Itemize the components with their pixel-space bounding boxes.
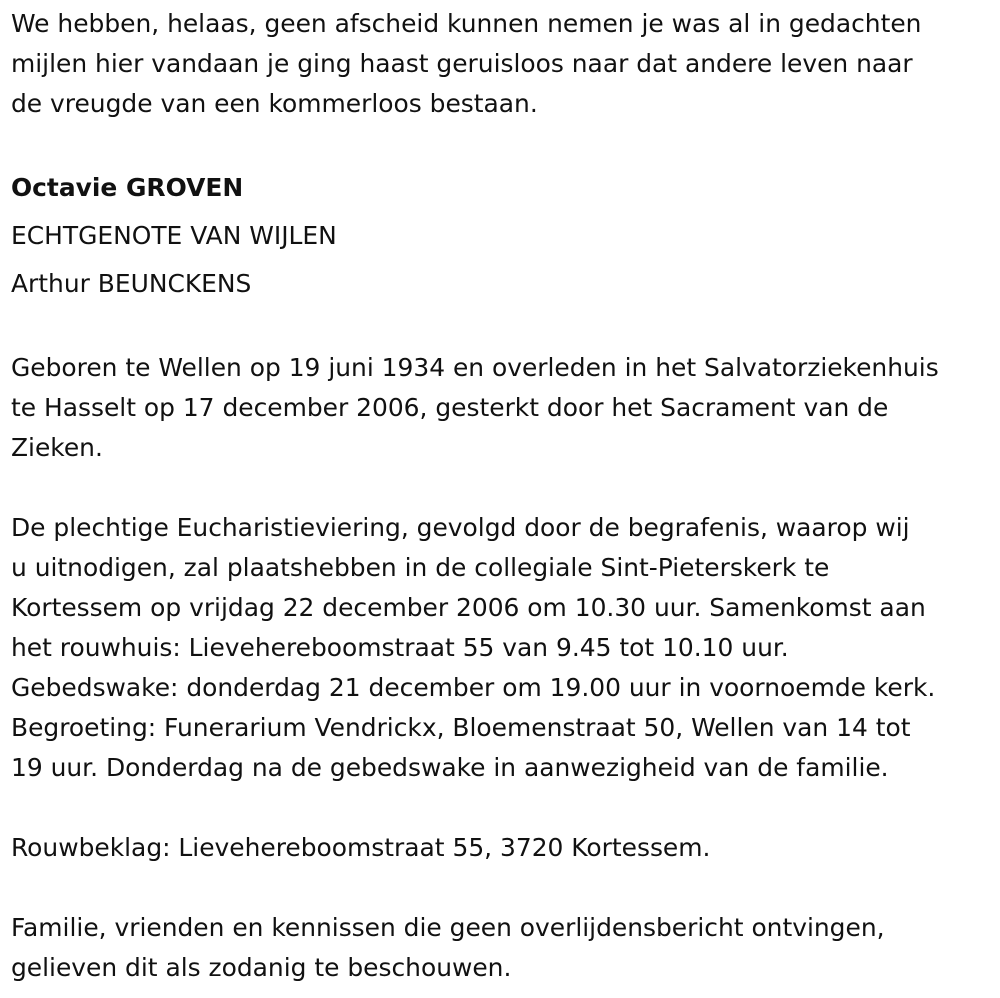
ceremony-line-7: 19 uur. Donderdag na de gebedswake in aanwezigheid van de familie.	[11, 753, 889, 782]
poem-line-1: We hebben, helaas, geen afscheid kunnen nemen je was al in gedachten	[11, 9, 922, 38]
ceremony-line-6: Begroeting: Funerarium Vendrickx, Bloemenstraat 50, Wellen van 14 tot	[11, 713, 911, 742]
obituary-document	[11, 4, 996, 988]
ceremony-line-4: het rouwhuis: Lievehereboomstraat 55 van 9.45 tot 10.10 uur.	[11, 633, 789, 662]
poem-line-3: de vreugde van een kommerloos bestaan.	[11, 89, 538, 118]
ceremony-section	[11, 508, 996, 788]
closing-section	[11, 908, 996, 988]
ceremony-line-1: De plechtige Eucharistieviering, gevolgd door de begrafenis, waarop wij	[11, 513, 910, 542]
birth-death-line-3: Zieken.	[11, 433, 103, 462]
closing-line-1: Familie, vrienden en kennissen die geen overlijdensbericht ontvingen,	[11, 913, 885, 942]
birth-death-line-1: Geboren te Wellen op 19 juni 1934 en overleden in het Salvatorziekenhuis	[11, 353, 939, 382]
ceremony-line-3: Kortessem op vrijdag 22 december 2006 om 10.30 uur. Samenkomst aan	[11, 593, 926, 622]
poem-section	[11, 4, 996, 124]
ceremony-line-2: u uitnodigen, zal plaatshebben in de collegiale Sint-Pieterskerk te	[11, 553, 830, 582]
spacer	[11, 308, 996, 348]
condolence-line: Rouwbeklag: Lievehereboomstraat 55, 3720 Kortessem.	[11, 833, 711, 862]
spacer	[11, 868, 996, 908]
spouse-name: Arthur BEUNCKENS	[11, 269, 252, 298]
spacer	[11, 788, 996, 828]
condolence-section	[11, 828, 996, 868]
poem-line-2: mijlen hier vandaan je ging haast geruisloos naar dat andere leven naar	[11, 49, 913, 78]
birth-death-section	[11, 348, 996, 468]
spacer	[11, 468, 996, 508]
ceremony-line-5: Gebedswake: donderdag 21 december om 19.00 uur in voornoemde kerk.	[11, 673, 936, 702]
relation-line: ECHTGENOTE VAN WIJLEN	[11, 221, 337, 250]
spacer	[11, 124, 996, 164]
closing-line-2: gelieven dit als zodanig te beschouwen.	[11, 953, 512, 982]
deceased-section	[11, 164, 996, 308]
birth-death-line-2: te Hasselt op 17 december 2006, gesterkt door het Sacrament van de	[11, 393, 889, 422]
deceased-name: Octavie GROVEN	[11, 173, 244, 202]
